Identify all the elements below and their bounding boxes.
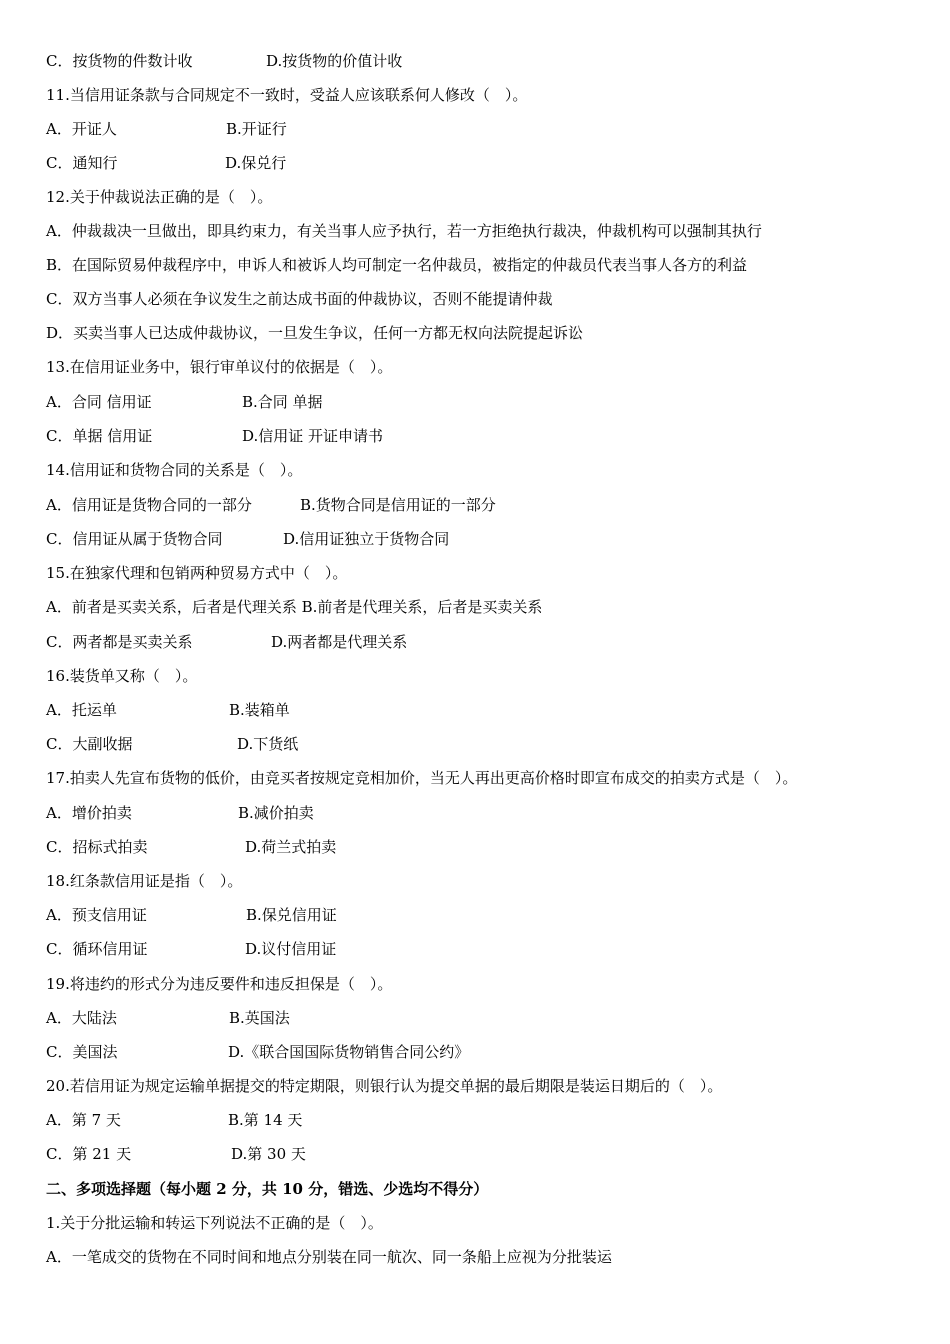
option-b: B.装箱单 xyxy=(229,701,290,719)
option-b: B.开证行 xyxy=(226,120,287,138)
option-row xyxy=(46,1001,290,1035)
question-16: 16.装货单又称（ ）。 xyxy=(46,667,198,685)
option-row xyxy=(46,488,496,522)
option-d: D.信用证 开证申请书 xyxy=(242,427,384,445)
option-row xyxy=(46,419,384,453)
option-d: D.《联合国国际货物销售合同公约》 xyxy=(228,1043,470,1061)
option-d: D．买卖当事人已达成仲裁协议，一旦发生争议，任何一方都无权向法院提起诉讼 xyxy=(46,324,584,342)
option-row xyxy=(46,796,314,830)
question-20: 20.若信用证为规定运输单据提交的特定期限，则银行认为提交单据的最后期限是装运日期后的（ ）。 xyxy=(46,1077,723,1095)
option-a: A．合同 信用证 xyxy=(46,393,152,411)
question-17: 17.拍卖人先宣布货物的低价，由竞买者按规定竞相加价，当无人再出更高价格时即宣布成交的拍卖方式是（ ）。 xyxy=(46,769,798,787)
option-row xyxy=(46,1137,306,1171)
option-a: A．仲裁裁决一旦做出，即具约束力，有关当事人应予执行，若一方拒绝执行裁决，仲裁机构可以强制其执行 xyxy=(46,222,762,240)
option-c: C．招标式拍卖 xyxy=(46,838,148,856)
option-d: D.信用证独立于货物合同 xyxy=(283,530,450,548)
option-b: B.货物合同是信用证的一部分 xyxy=(300,496,496,514)
option-row xyxy=(46,898,337,932)
option-c: C．大副收据 xyxy=(46,735,133,753)
option-c: C．循环信用证 xyxy=(46,940,148,958)
option-c: C．双方当事人必须在争议发生之前达成书面的仲裁协议，否则不能提请仲裁 xyxy=(46,290,553,308)
option-b: B．在国际贸易仲裁程序中，申诉人和被诉人均可制定一名仲裁员，被指定的仲裁员代表当事人各方的利益 xyxy=(46,256,748,274)
option-a: A．托运单 xyxy=(46,701,117,719)
option-d: D.两者都是代理关系 xyxy=(271,633,408,651)
option-row xyxy=(46,625,408,659)
option-c: C．按货物的件数计收 xyxy=(46,52,193,70)
option-c: C．两者都是买卖关系 xyxy=(46,633,193,651)
option-row xyxy=(46,112,287,146)
question-15: 15.在独家代理和包销两种贸易方式中（ ）。 xyxy=(46,564,348,582)
option-d: D.下货纸 xyxy=(237,735,299,753)
option-a: A．大陆法 xyxy=(46,1009,117,1027)
option-b: B.减价拍卖 xyxy=(238,804,314,822)
option-d: D.第 30 天 xyxy=(231,1145,306,1163)
option-a: A．增价拍卖 xyxy=(46,804,132,822)
option-a: A．一笔成交的货物在不同时间和地点分别装在同一航次、同一条船上应视为分批装运 xyxy=(46,1248,612,1266)
question-multi-1: 1.关于分批运输和转运下列说法不正确的是（ ）。 xyxy=(46,1214,383,1232)
option-row xyxy=(46,1035,470,1069)
option-row xyxy=(46,693,290,727)
option-row xyxy=(46,1103,303,1137)
option-a: A．预支信用证 xyxy=(46,906,147,924)
option-row xyxy=(46,830,337,864)
option-c: C．单据 信用证 xyxy=(46,427,153,445)
option-row xyxy=(46,522,450,556)
question-14: 14.信用证和货物合同的关系是（ ）。 xyxy=(46,461,303,479)
option-c: C．第 21 天 xyxy=(46,1145,132,1163)
section-heading: 二、多项选择题（每小题 2 分，共 10 分，错选、少选均不得分） xyxy=(46,1180,489,1198)
option-d: D.议付信用证 xyxy=(245,940,337,958)
option-d: D.荷兰式拍卖 xyxy=(245,838,337,856)
option-row xyxy=(46,44,403,78)
option-d: D.按货物的价值计收 xyxy=(266,52,403,70)
question-12: 12.关于仲裁说法正确的是（ ）。 xyxy=(46,188,273,206)
question-19: 19.将违约的形式分为违反要件和违反担保是（ ）。 xyxy=(46,975,393,993)
option-row xyxy=(46,146,287,180)
question-18: 18.红条款信用证是指（ ）。 xyxy=(46,872,243,890)
option-d: D.保兑行 xyxy=(225,154,287,172)
option-c: C．通知行 xyxy=(46,154,118,172)
option-b: B.合同 单据 xyxy=(242,393,323,411)
option-a: A．开证人 xyxy=(46,120,117,138)
option-row xyxy=(46,727,299,761)
option-b: B.第 14 天 xyxy=(228,1111,303,1129)
option-c: C．信用证从属于货物合同 xyxy=(46,530,223,548)
option-b: B.英国法 xyxy=(229,1009,290,1027)
option-a: A．第 7 天 xyxy=(46,1111,121,1129)
question-13: 13.在信用证业务中，银行审单议付的依据是（ ）。 xyxy=(46,358,393,376)
question-11: 11.当信用证条款与合同规定不一致时，受益人应该联系何人修改（ ）。 xyxy=(46,86,528,104)
option-row xyxy=(46,385,323,419)
option-row xyxy=(46,932,337,966)
option-b: B.保兑信用证 xyxy=(246,906,337,924)
option-c: C．美国法 xyxy=(46,1043,118,1061)
option-row: A．前者是买卖关系，后者是代理关系 B.前者是代理关系，后者是买卖关系 xyxy=(46,598,543,616)
option-a: A．信用证是货物合同的一部分 xyxy=(46,496,252,514)
